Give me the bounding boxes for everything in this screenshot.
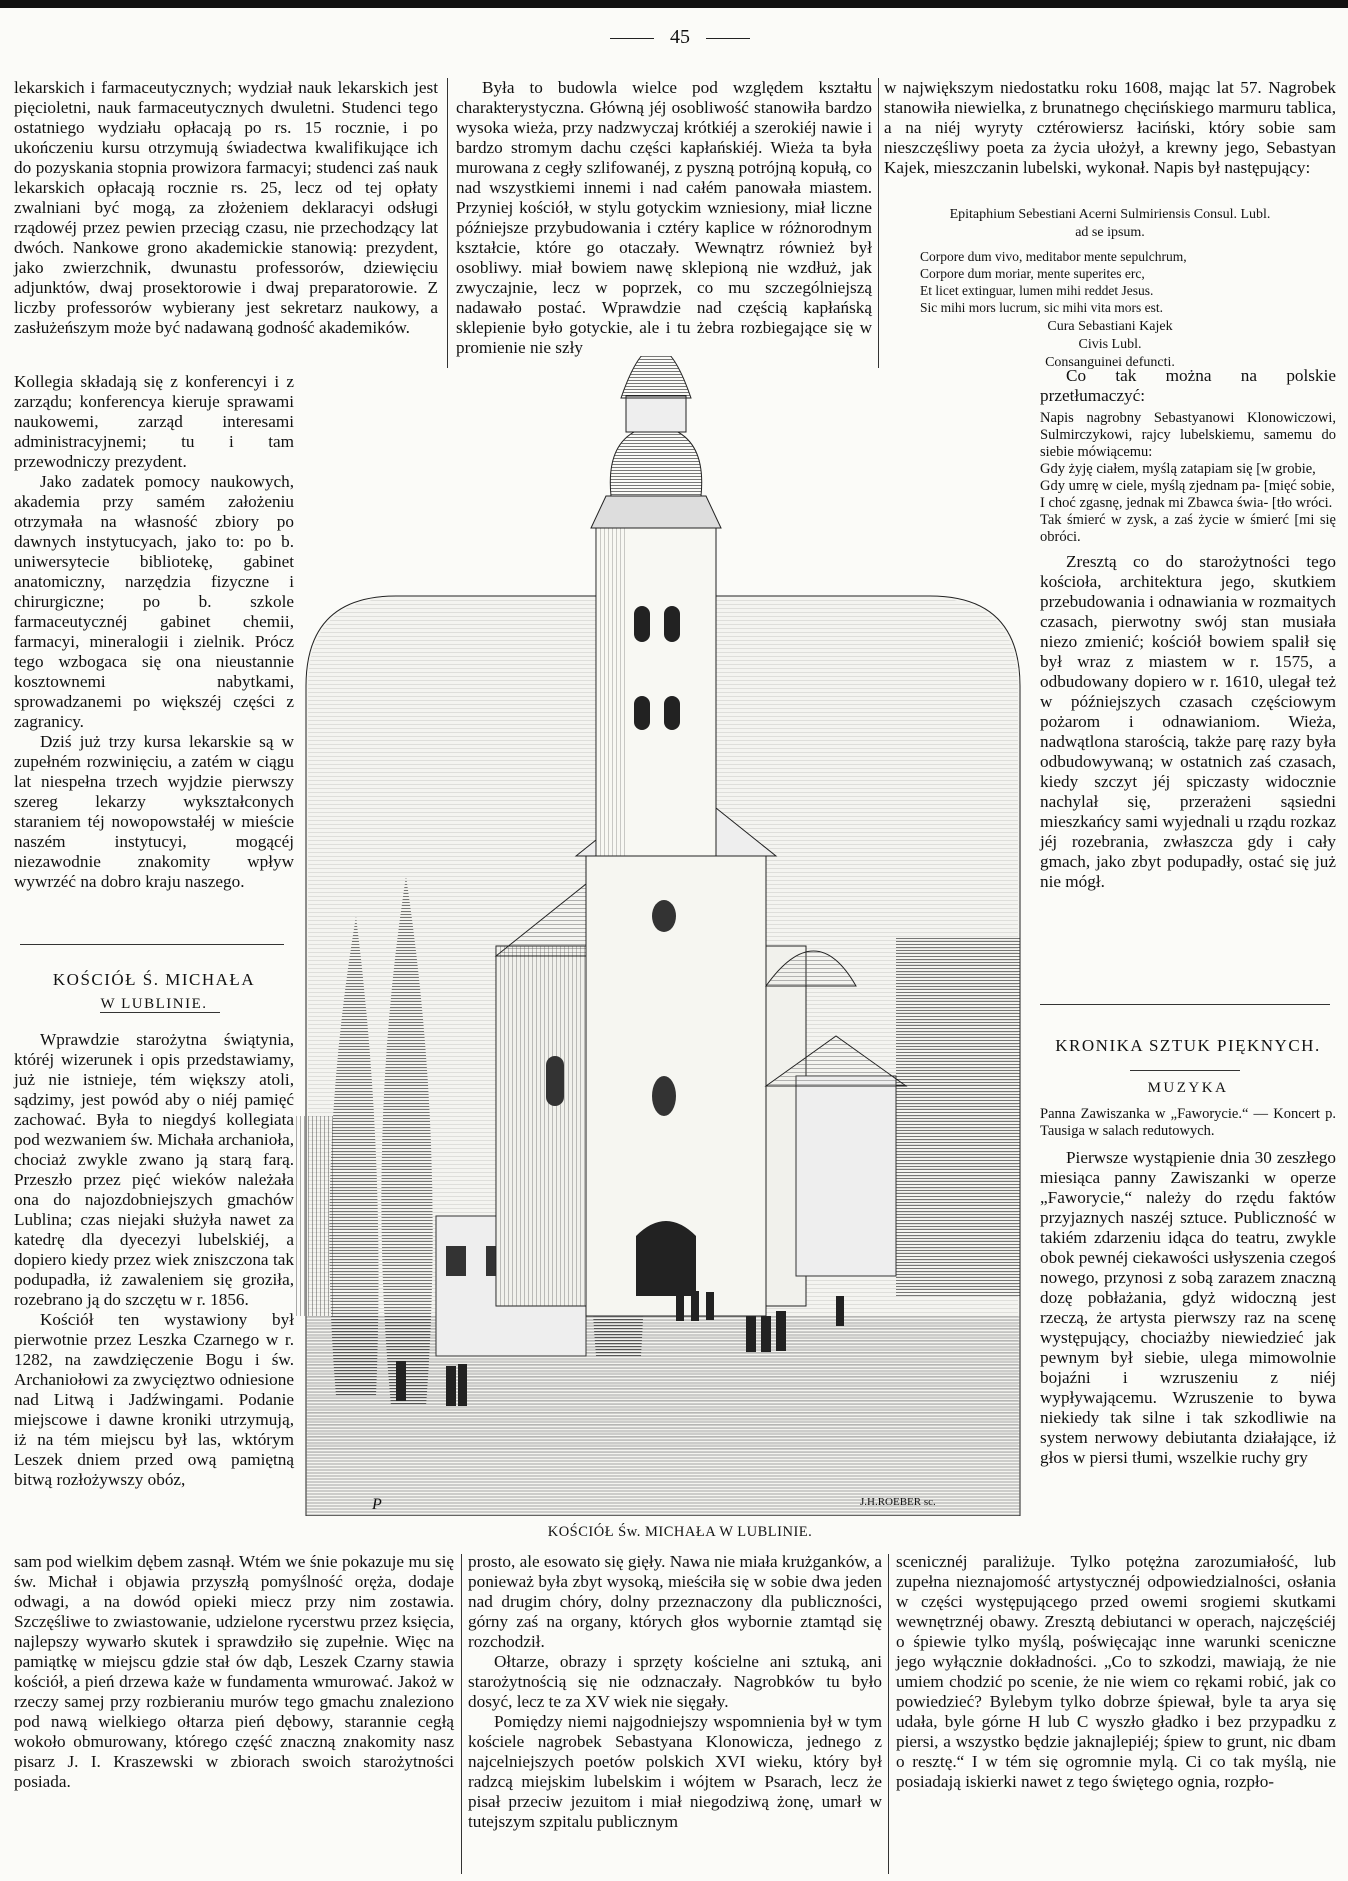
engraver-signature: J.H.ROEBER sc. bbox=[860, 1496, 936, 1508]
concert-note: Panna Zawiszanka w „Faworycie.“ — Koncert p. Tausiga w salach redutowych. bbox=[1040, 1106, 1336, 1139]
column-divider bbox=[461, 1554, 462, 1874]
section-divider bbox=[1040, 1004, 1330, 1005]
column-divider bbox=[888, 1554, 889, 1874]
epitaph-polish: Napis nagrobny Sebastyanowi Klonowiczowi, Sulmirczykowi, rajcy lubelskiemu, samemu do siebie mówiącemu: Gdy żyję ciałem, myślą zatapiam się [w grobie, Gdy umrę w ciele, myślą zjednam pa- [mięć sobie, I choć zgasnę, jednak mi Zbawca świa- [tło wróci. Tak śmierć w zysk, a zaś życie w śmierć [mi się obróci. bbox=[1040, 410, 1336, 545]
right-column-bottom: scenicznéj paraliżuje. Tylko potężna zarozumiałość, lub zupełna nieznajomość artystycznéj odpowiedzialności, osłania w części występującego przed owemi srogiemi skutkami wewnętrznéj obawy. Zresztą debiutanci w operach, najczęściéj o śpiewie tylko myślą, poświęcając inne warunki sceniczne jego wyłącznie dokładności. „Co to szkodzi, mawiają, że nie umiem chodzić po scenie, że nie wiem co rękami robić, jak co powiedzieć? Bylebym tylko dobrze śpiewał, byle ta arya się udała, byle górne H lub C wyszło gładko i bez przypadku z piersi, a wszystko będzie jaknajlepiéj; śpiew to grunt, nic dbam o resztę.“ I w tém się ogromnie mylą. Ci co tak myślą, nie posiadają iskierki nawet z tego świętego ognia, rozpło- bbox=[896, 1552, 1336, 1791]
right-column-narrow: Co tak można na polskie przetłumaczyć: Napis nagrobny Sebastyanowi Klonowiczowi, Sulmirczykowi, rajcy lubelskiemu, samemu do siebie mówiącemu: Gdy żyję ciałem, myślą zatapiam się [w grobie, Gdy umrę w ciele, myślą zjednam pa- [mięć sobie, I choć zgasnę, jednak mi Zbawca świa- [tło wróci. Tak śmierć w zysk, a zaś życie w śmierć [mi się obróci. Zresztą co do starożytności tego kościoła, architektura jego, skutkiem przebudowania i odnawiania w rozmaitych czasach, pierwotny swój stan musiała niezo zmienić; kościół bowiem spalił się był wraz z miastem w r. 1575, a odbudowany dopiero w r. 1610, ulegał też w późniejszych czasach częściowym pożarom i odnawianiom. Wieża, nadwątlona starością, także parę razy była odbudowywaną; w ostatnich zaś czasach, kiedy szczyt jéj spiczasty widocznie nachylał się, przerażeni sąsiedni mieszkańcy sami wyjednali u rządu rozkaz jéj rozebrania, zwłaszcza gdy i cały gmach, jako zbyt podupadły, ostać się już nie mógł. bbox=[1040, 366, 1336, 891]
right-column-music: Pierwsze wystąpienie dnia 30 zeszłego miesiąca panny Zawiszanki w operze „Faworycie,“ należy do rzędu faktów przyjaznych naszéj sztuce. Publiczność w takiém zdarzeniu idąca do teatru, zwykle obok pewnéj ciekawości usłyszenia czegoś nowego, przynosi z sobą zarazem znaczną dozę pobłażania, gdyż widoczną jest rzeczą, że artysta pierwszy raz na scenę występujący, chociażby niewiedzieć jak pewnym był siebie, ulega mimowolnie bojaźni i wzruszeniu z niéj wypływającemu. Wzruszenie to bywa niekiedy tak silne i tak szkodliwie na system nerwowy debiutanta działające, iż głos w piersi tłumi, wszelkie ruchy gry bbox=[1040, 1148, 1336, 1467]
epitaph-latin: Epitaphium Sebestiani Acerni Sulmiriensis Consul. Lubl. ad se ipsum. Corpore dum vivo, meditabor mente sepulchrum, Corpore dum moriar, mente superites erc, Et licet extinguar, lumen mihi reddet Jesus. Sic mihi mors lucrum, sic mihi vita mors est. Cura Sebastiani Kajek Civis Lubl. Consanguinei defuncti. bbox=[920, 207, 1271, 370]
left-column-narrow: Kollegia składają się z konferencyi i z zarządu; konferencya kieruje sprawami naukowemi, zarząd interesami administracyjnemi; tu i tam przewodniczy prezydent. Jako zadatek pomocy naukowych, akademia przy samém założeniu otrzymała na własność zbiory po dawnych instytucyach, jako to: po b. uniwersytecie bibliotekę, gabinet anatomiczny, narzędzia fizyczne i chirurgiczne; po b. szkole farmaceutycznéj gabinet chemii, farmacyi, mineralogii i zielnik. Prócz tego wzbogaca się ona nieustannie kosztownemi nabytkami, sprowadzanemi po większéj części z zagranicy. Dziś już trzy kursa lekarskie są w zupełném rozwinięciu, a zatém w ciągu lat niespełna trzech wyjdzie pierwszy szereg lekarzy wykształconych staraniem téj nowopowstałéj w mieście naszém instytucyi, mogącéj niezawodnie znakomity wpływ wywrzéć na dobro kraju naszego. bbox=[14, 372, 294, 891]
subsection-heading: MUZYKA bbox=[1147, 1080, 1229, 1096]
left-column-top: lekarskich i farmaceutycznych; wydział nauk lekarskich jest pięcioletni, nauk farmaceutycznych dwuletni. Studenci tego ostatniego wydziału opłacają po rs. 15 rocznie, i po ukończeniu kursu otrzymują świadectwa kwalifikujące ich do pozyskania stopnia prowizora farmacyi; studenci zaś nauk lekarskich opłacają rocznie rs. 25, lecz od tej opłaty zwalniani być mogą, za złożeniem deklaracyi odsługi rządowéj przez pewien przeciąg czasu, nie przechodzący lat dwóch. Nankowe grono akademickie stanowią: prezydent, jako zwierzchnik, dwunastu professorów, dziewięciu adjunktów, dwaj prosektorowie i dwaj preparatorowie. Z liczby professorów wybierany jest sekretarz naukowy, a zasłużeńszym może być nadawaną godność akademików. bbox=[14, 78, 438, 337]
illustration-caption: KOŚCIÓŁ Św. MICHAŁA W LUBLINIE. bbox=[547, 1524, 813, 1540]
section-divider bbox=[20, 944, 284, 945]
column-divider bbox=[447, 78, 448, 368]
top-border bbox=[0, 0, 1348, 8]
engraver-initial: P bbox=[372, 1496, 382, 1513]
middle-column-bottom: prosto, ale esowato się gięły. Nawa nie miała krużganków, a ponieważ była zbyt wysoką, mieściła się w sobie dwa jeden nad drugim chóry, dolny przeznaczony dla publiczności, górny zaś na organy, których głos wybornie ztamtąd się rozchodził. Ołtarze, obrazy i sprzęty kościelne ani sztuką, ani starożytnością się nie odznaczały. Nagrobków tu było dosyć, lecz te za XV wiek nie sięgały. Pomiędzy niemi najgodniejszy wspomnienia był w tym kościele nagrobek Sebastyana Klonowicza, jednego z najcelniejszych poetów polskich XVI wieku, który był radzcą miejskim lubelskim i wójtem w Psarach, lecz że pisał przeciw jezuitom i miał niegodziwą żonę, umarł w tutejszym szpitalu publicznym bbox=[468, 1552, 882, 1831]
page-number: 45 bbox=[560, 26, 800, 49]
left-column-bottom: sam pod wielkim dębem zasnął. Wtém we śnie pokazuje mu się św. Michał i objawia przyszłą pomyślność oręża, dodaje odwagi, a na dowód opieki miecz przy nim zostawia. Szczęśliwe to zwiastowanie, udzielone rycerstwu przez księcia, najlepszy wywarło skutek i sprawdziło się zupełnie. Więc na pamiątkę w miejscu gdzie stał ów dąb, Leszek Czarny stawia kościół, a pień drzewa każe w fundamenta wmurować. Jakoż w rzeczy samej przy rozbieraniu murów tego gmachu znaleziono pod nawą wielkiego ołtarza pień dębowy, starannie cegłą wokoło obmurowany, którego część znaczną znakomity nasz pisarz J. I. Kraszewski w zbiorach swoich starożytności posiada. bbox=[14, 1552, 454, 1791]
heading-rule bbox=[100, 1012, 220, 1013]
heading-rule bbox=[1130, 1070, 1240, 1071]
church-engraving bbox=[296, 356, 1030, 1516]
left-column-article: Wprawdzie starożytna świątynia, któréj wizerunek i opis przedstawiamy, już nie istnieje, tém większy atoli, sądzimy, jest powód aby o niéj pamięć zachować. Była to niegdyś kollegiata pod wezwaniem św. Michała archanioła, chociaż zwykle zwano ją starą farą. Przeszło przez pięć wieków należała ona do najozdobniejszych gmachów Lublina; czas niejaki służyła nawet za katedrę dla dyecezyi lubelskiéj, a dopiero kiedy przez wiek zniszczona tak podupadła, iż zawaleniem się groziła, rozebrano ją do szczętu w r. 1856. Kościół ten wystawiony był pierwotnie przez Leszka Czarnego w r. 1282, na zawdzięczenie Bogu i św. Archaniołowi za zwycięztwo odniesione nad Litwą i Jadźwingami. Podanie miejscowe i dawne kroniki utrzymują, iż na tém miejscu był las, wktórym Leszek dniem przed ową pamiętną bitwą rozłożywszy obóz, bbox=[14, 1030, 294, 1489]
section-heading: KRONIKA SZTUK PIĘKNYCH. bbox=[1055, 1036, 1321, 1055]
middle-column-top: Była to budowla wielce pod względem kształtu charakterystyczna. Główną jéj osobliwość stanowiła bardzo wysoka wieża, przy nadzwyczaj krótkiéj a szerokiéj nawie i bardzo stromym dachu części kapłańskiéj. Wieża ta była murowana z cegły szlifowanéj, z pyszną potrójną kopułą, co nad wszystkiemi innemi i nad całém panowała miastem. Przyniej kościół, w stylu gotyckim wzniesiony, miał liczne późniejsze przybudowania i cztéry kaplice w różnorodnym kształcie, które go otaczały. Wewnątrz również był osobliwy. miał bowiem nawę sklepioną nie wzdłuż, jak zwyczajnie, lecz w poprzek, co mu szczególniejszą nadawało postać. Wprawdzie nad częścią kapłańską sklepienie było gotyckie, ale i tu żebra rozbiegające się w promienie nie szły bbox=[456, 78, 872, 357]
column-divider bbox=[878, 78, 879, 368]
article-heading: KOŚCIÓŁ Ś. MICHAŁA W LUBLINIE. bbox=[52, 970, 256, 1012]
right-column-top: w największym niedostatku roku 1608, mając lat 57. Nagrobek stanowiła niewielka, z brunatnego chęcińskiego marmuru tablica, a na niéj wyryty cztérowiersz łaciński, który sobie sam nieszczęśliwy poeta za życia ułożył, a krewny jego, Sebastyan Kajek, mieszczanin lubelski, wykonał. Napis był następujący: bbox=[884, 78, 1336, 177]
